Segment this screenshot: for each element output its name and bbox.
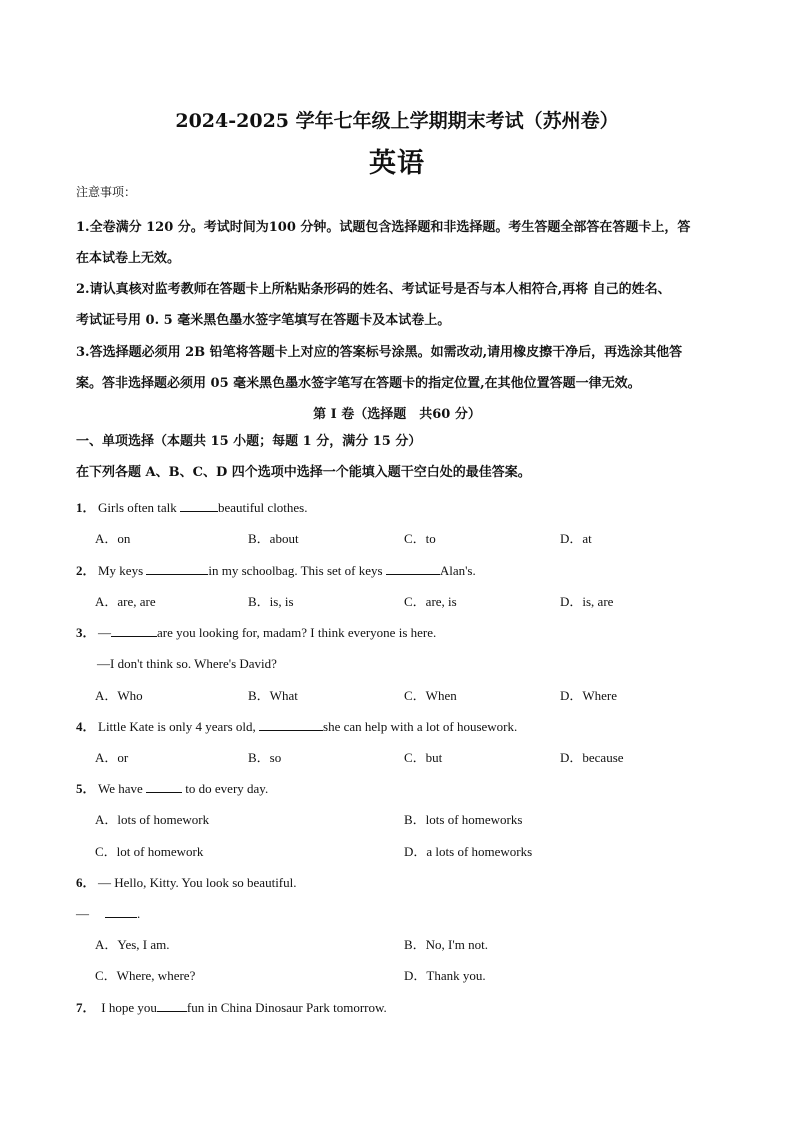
option-a: A．are, are [95,594,156,609]
question-stem: beautiful clothes. [217,500,308,515]
notice-item-3 [76,337,724,399]
option-b: B．about [248,531,299,546]
question-stem: are you looking for, madam? I think everyone is here. [157,625,437,640]
option-a: A．Yes, I am. [95,937,170,952]
option-d: D．Where [560,688,618,703]
question-number: 5． [76,781,96,796]
reply-period: . [137,906,141,921]
option-d: D．at [560,531,592,546]
question-stem: — Hello, Kitty. You look so beautiful. [98,875,297,890]
answer-blank [259,717,323,731]
question-3 [76,623,736,643]
option-d: D．a lots of homeworks [404,844,533,859]
notice-item-2-line-2: 考试证号用 0. 5 毫米黑色墨水签字笔填写在答题卡及本试卷上。 [76,313,451,328]
question-stem: — [98,625,111,640]
question-3-reply: —I don't think so. Where's David? [97,656,277,671]
option-c: C．When [404,688,457,703]
answer-blank [157,998,187,1012]
option-c: C．but [404,750,443,765]
section-heading: 一、单项选择（本题共 15 小题；每题 1 分，满分 15 分） [76,434,422,449]
answer-blank [180,498,218,512]
option-b: B．What [248,688,298,703]
question-number: 2． [76,563,96,578]
question-stem: Girls often talk [98,500,180,515]
question-number: 4． [76,719,96,734]
question-stem: to do every day. [182,781,269,796]
question-number: 3． [76,625,96,640]
question-stem: in my schoolbag. This set of keys [208,563,386,578]
question-4 [76,717,736,737]
notice-item-3-line-1: 3.答选择题必须用 2B 铅笔将答题卡上对应的答案标号涂黑。如需改动,请用橡皮擦干净后，再选涂其他答 [76,345,683,360]
section-instruction: 在下列各题 A、B、C、D 四个选项中选择一个能填入题干空白处的最佳答案。 [76,465,531,480]
option-c: C．Where, where? [95,968,196,983]
notice-heading: 注意事项： [76,185,137,199]
question-stem: We have [98,781,147,796]
option-a: A．on [95,531,131,546]
option-b: B．No, I'm not. [404,937,488,952]
answer-blank [146,779,182,793]
option-a: A．or [95,750,129,765]
answer-blank [105,904,137,918]
question-6-reply [76,904,736,924]
subject-title: 英语 [369,148,425,179]
option-b: B．so [248,750,282,765]
option-c: C．to [404,531,436,546]
question-6 [76,873,736,893]
question-number: 6． [76,875,96,890]
exam-title: 2024-2025 学年七年级上学期期末考试（苏州卷） [175,110,619,132]
option-d: D．because [560,750,624,765]
option-b: B．is, is [248,594,294,609]
option-d: D．is, are [560,594,614,609]
answer-blank [386,561,440,575]
notice-item-2 [76,274,724,336]
notice-item-3-line-2: 案。答非选择题必须用 05 毫米黑色墨水签字笔写在答题卡的指定位置,在其他位置答题一律无效。 [76,376,641,391]
question-number: 7． [76,1000,96,1015]
question-stem: I hope you [98,1000,157,1015]
question-number: 1． [76,500,96,515]
answer-blank [111,623,157,637]
question-stem: Alan's. [439,563,476,578]
notice-item-2-line-1: 2.请认真核对监考教师在答题卡上所粘贴条形码的姓名、考试证号是否与本人相符合,再将 自己的姓名、 [76,282,671,297]
option-b: B．lots of homeworks [404,812,523,827]
option-d: D．Thank you. [404,968,486,983]
question-stem: My keys [98,563,147,578]
option-a: A．lots of homework [95,812,210,827]
reply-dash: — [76,906,89,921]
question-stem: Little Kate is only 4 years old, [98,719,260,734]
option-a: A．Who [95,688,143,703]
question-1 [76,498,736,518]
notice-item-1-line-1: 1.全卷满分 120 分。考试时间为100 分钟。试题包含选择题和非选择题。考生答题全部答在答题卡上，答 [76,220,691,235]
answer-blank [146,561,208,575]
question-7 [76,998,736,1018]
notice-item-1-line-2: 在本试卷上无效。 [76,251,181,266]
option-c: C．are, is [404,594,457,609]
option-c: C．lot of homework [95,844,204,859]
part-title: 第 I 卷（选择题 共60 分） [313,407,481,422]
question-5 [76,779,736,799]
question-stem: fun in China Dinosaur Park tomorrow. [186,1000,387,1015]
question-stem: she can help with a lot of housework. [323,719,518,734]
notice-item-1 [76,212,724,274]
question-2 [76,561,736,581]
